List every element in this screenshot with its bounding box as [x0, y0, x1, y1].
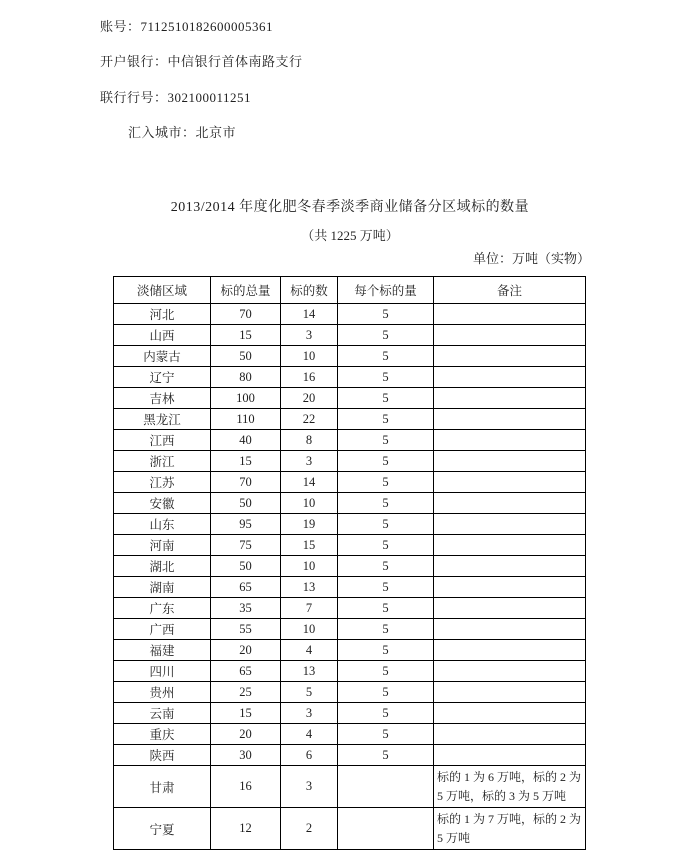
region-cell: 云南	[114, 703, 211, 724]
table-row	[114, 346, 586, 367]
count-cell: 14	[281, 304, 338, 325]
per-target-cell	[338, 766, 434, 808]
region-cell: 河南	[114, 535, 211, 556]
per-target-cell: 5	[338, 682, 434, 703]
count-cell: 10	[281, 556, 338, 577]
per-target-cell: 5	[338, 640, 434, 661]
region-cell: 浙江	[114, 451, 211, 472]
region-cell: 江苏	[114, 472, 211, 493]
count-cell: 4	[281, 724, 338, 745]
count-cell: 3	[281, 703, 338, 724]
table-row	[114, 598, 586, 619]
header-total: 标的总量	[211, 277, 281, 304]
per-target-cell: 5	[338, 409, 434, 430]
per-target-cell: 5	[338, 556, 434, 577]
total-cell: 12	[211, 808, 281, 850]
count-cell: 22	[281, 409, 338, 430]
table-row	[114, 409, 586, 430]
remark-cell	[434, 640, 586, 661]
remark-cell: 标的 1 为 7 万吨，标的 2 为 5 万吨	[434, 808, 586, 850]
remark-cell	[434, 409, 586, 430]
region-cell: 贵州	[114, 682, 211, 703]
table-row	[114, 514, 586, 535]
remark-cell	[434, 535, 586, 556]
per-target-cell: 5	[338, 451, 434, 472]
total-cell: 15	[211, 451, 281, 472]
total-cell: 55	[211, 619, 281, 640]
per-target-cell: 5	[338, 745, 434, 766]
region-cell: 湖北	[114, 556, 211, 577]
region-cell: 吉林	[114, 388, 211, 409]
header-per-target: 每个标的量	[338, 277, 434, 304]
table-row	[114, 367, 586, 388]
count-cell: 3	[281, 325, 338, 346]
count-cell: 6	[281, 745, 338, 766]
per-target-cell: 5	[338, 493, 434, 514]
count-cell: 10	[281, 619, 338, 640]
region-cell: 安徽	[114, 493, 211, 514]
region-cell: 湖南	[114, 577, 211, 598]
header-remark: 备注	[434, 277, 586, 304]
region-cell: 重庆	[114, 724, 211, 745]
remark-cell	[434, 367, 586, 388]
remark-cell	[434, 661, 586, 682]
remit-city-line: 汇入城市：北京市	[128, 125, 237, 140]
table-row	[114, 451, 586, 472]
total-cell: 100	[211, 388, 281, 409]
per-target-cell: 5	[338, 304, 434, 325]
per-target-cell	[338, 808, 434, 850]
table-body	[114, 304, 586, 850]
region-cell: 黑龙江	[114, 409, 211, 430]
per-target-cell: 5	[338, 367, 434, 388]
total-cell: 35	[211, 598, 281, 619]
region-cell: 福建	[114, 640, 211, 661]
table-row	[114, 493, 586, 514]
per-target-cell: 5	[338, 346, 434, 367]
opening-bank-line: 开户银行：中信银行首体南路支行	[100, 54, 303, 69]
table-row	[114, 388, 586, 409]
per-target-cell: 5	[338, 430, 434, 451]
per-target-cell: 5	[338, 598, 434, 619]
remark-cell	[434, 304, 586, 325]
region-cell: 河北	[114, 304, 211, 325]
remark-cell	[434, 703, 586, 724]
region-cell: 四川	[114, 661, 211, 682]
table-row	[114, 745, 586, 766]
count-cell: 7	[281, 598, 338, 619]
count-cell: 2	[281, 808, 338, 850]
header-count: 标的数	[281, 277, 338, 304]
count-cell: 19	[281, 514, 338, 535]
document-title: 2013/2014 年度化肥冬春季淡季商业储备分区域标的数量	[170, 200, 530, 215]
region-cell: 山东	[114, 514, 211, 535]
total-cell: 65	[211, 577, 281, 598]
header-region: 淡储区域	[114, 277, 211, 304]
count-cell: 4	[281, 640, 338, 661]
table-row	[114, 430, 586, 451]
account-number-line: 账号：7112510182600005361	[100, 19, 274, 34]
count-cell: 14	[281, 472, 338, 493]
total-cell: 50	[211, 493, 281, 514]
table-row	[114, 472, 586, 493]
remark-cell	[434, 577, 586, 598]
table-row	[114, 577, 586, 598]
table-row	[114, 724, 586, 745]
total-cell: 50	[211, 556, 281, 577]
count-cell: 8	[281, 430, 338, 451]
table-row	[114, 640, 586, 661]
per-target-cell: 5	[338, 619, 434, 640]
per-target-cell: 5	[338, 724, 434, 745]
table-header-row	[114, 277, 586, 304]
region-cell: 内蒙古	[114, 346, 211, 367]
remark-cell	[434, 745, 586, 766]
region-cell: 辽宁	[114, 367, 211, 388]
per-target-cell: 5	[338, 703, 434, 724]
total-cell: 70	[211, 472, 281, 493]
remark-cell	[434, 325, 586, 346]
count-cell: 10	[281, 493, 338, 514]
count-cell: 13	[281, 577, 338, 598]
count-cell: 3	[281, 766, 338, 808]
unit-note: 单位：万吨（实物）	[472, 251, 590, 266]
total-cell: 110	[211, 409, 281, 430]
total-cell: 70	[211, 304, 281, 325]
table-row	[114, 535, 586, 556]
remark-cell	[434, 556, 586, 577]
total-cell: 16	[211, 766, 281, 808]
total-cell: 20	[211, 640, 281, 661]
per-target-cell: 5	[338, 535, 434, 556]
total-cell: 15	[211, 703, 281, 724]
remark-cell	[434, 598, 586, 619]
count-cell: 3	[281, 451, 338, 472]
region-cell: 山西	[114, 325, 211, 346]
count-cell: 10	[281, 346, 338, 367]
remark-cell	[434, 451, 586, 472]
per-target-cell: 5	[338, 577, 434, 598]
table-row	[114, 304, 586, 325]
document-subtitle: （共 1225 万吨）	[301, 228, 399, 243]
region-cell: 广西	[114, 619, 211, 640]
per-target-cell: 5	[338, 472, 434, 493]
total-cell: 50	[211, 346, 281, 367]
count-cell: 16	[281, 367, 338, 388]
total-cell: 40	[211, 430, 281, 451]
remark-cell	[434, 682, 586, 703]
total-cell: 25	[211, 682, 281, 703]
region-cell: 甘肃	[114, 766, 211, 808]
remark-cell	[434, 619, 586, 640]
per-target-cell: 5	[338, 661, 434, 682]
table-row	[114, 682, 586, 703]
region-cell: 陕西	[114, 745, 211, 766]
count-cell: 5	[281, 682, 338, 703]
remark-cell	[434, 514, 586, 535]
remark-cell: 标的 1 为 6 万吨，标的 2 为 5 万吨，标的 3 为 5 万吨	[434, 766, 586, 808]
per-target-cell: 5	[338, 388, 434, 409]
per-target-cell: 5	[338, 514, 434, 535]
region-cell: 宁夏	[114, 808, 211, 850]
count-cell: 20	[281, 388, 338, 409]
table-row	[114, 325, 586, 346]
total-cell: 15	[211, 325, 281, 346]
table-row	[114, 808, 586, 850]
count-cell: 13	[281, 661, 338, 682]
total-cell: 80	[211, 367, 281, 388]
total-cell: 30	[211, 745, 281, 766]
remark-cell	[434, 430, 586, 451]
total-cell: 65	[211, 661, 281, 682]
region-cell: 江西	[114, 430, 211, 451]
count-cell: 15	[281, 535, 338, 556]
region-cell: 广东	[114, 598, 211, 619]
table-row	[114, 661, 586, 682]
table-row	[114, 703, 586, 724]
remark-cell	[434, 493, 586, 514]
total-cell: 95	[211, 514, 281, 535]
table-row	[114, 556, 586, 577]
remark-cell	[434, 724, 586, 745]
reserve-allocation-table	[113, 276, 586, 850]
remark-cell	[434, 472, 586, 493]
total-cell: 75	[211, 535, 281, 556]
total-cell: 20	[211, 724, 281, 745]
per-target-cell: 5	[338, 325, 434, 346]
bank-code-line: 联行行号：302100011251	[100, 90, 252, 105]
table-row	[114, 766, 586, 808]
remark-cell	[434, 388, 586, 409]
remark-cell	[434, 346, 586, 367]
table-row	[114, 619, 586, 640]
